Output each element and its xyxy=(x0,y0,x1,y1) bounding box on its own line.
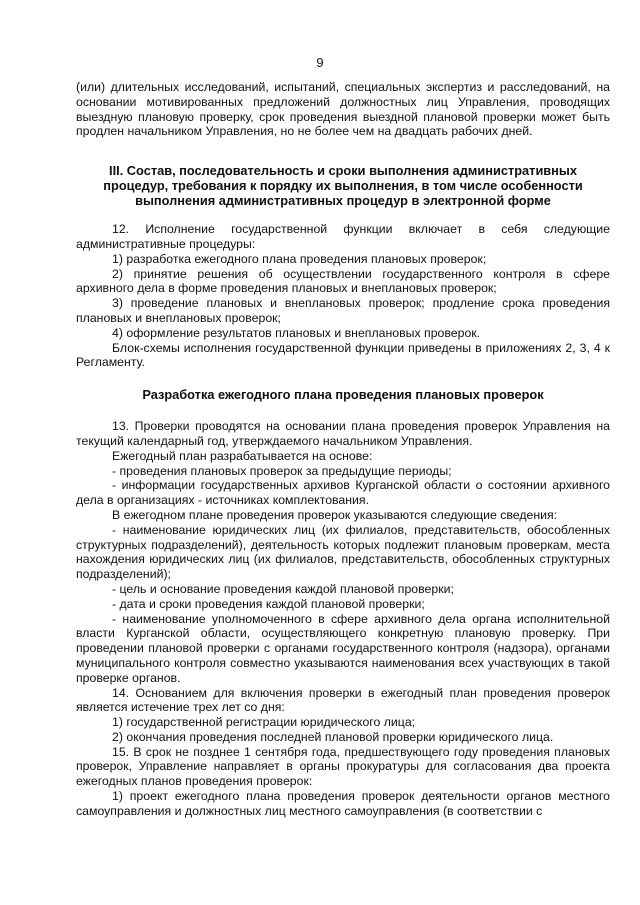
section-heading-3: III. Состав, последовательность и сроки выполнения административных процедур, требования к порядку их выполнения, в том числе особенности выполнения административных процедур в электронной форме xyxy=(103,163,583,209)
list-item-14-1: 1) государственной регистрации юридического лица; xyxy=(112,715,416,730)
list-item-13-f: - наименование уполномоченного в сфере архивного дела органа исполнительной власти Курганской области, осуществляющего конкретную плановую проверку. При проведении плановой проверки с органами государственного контроля (надзора), органами муниципального контроля совместно указываются наименования всех участвующих в такой проверке органов. xyxy=(76,611,610,685)
list-item-13-c: - наименование юридических лиц (их филиалов, представительств, обособленных структурных подразделений), деятельность которых подлежит плановым проверкам, места нахождения юридических лиц (их филиалов, представительств, обособленных структурных подразделений); xyxy=(76,522,610,582)
paragraph-13-details: В ежегодном плане проведения проверок указываются следующие сведения: xyxy=(112,507,558,522)
list-item-13-e: - дата и сроки проведения каждой плановой проверки; xyxy=(112,596,425,611)
list-item-15-1: 1) проект ежегодного плана проведения проверок деятельности органов местного самоуправления и должностных лиц местного самоуправления (в соответствии с xyxy=(76,789,610,818)
paragraph-13-basis: Ежегодный план разрабатывается на основе: xyxy=(112,448,373,463)
paragraph-14: 14. Основанием для включения проверки в ежегодный план проведения проверок является истечение трех лет со дня: xyxy=(76,685,610,715)
list-item-12-3: 3) проведение плановых и внеплановых проверок; продление срока проведения плановых и внеплановых проверок; xyxy=(76,296,610,325)
list-item-14-2: 2) окончания проведения последней плановой проверки юридического лица. xyxy=(112,729,554,744)
list-item-13-b: - информации государственных архивов Курганской области о состоянии архивного дела в организациях - источниках комплектования. xyxy=(76,478,610,508)
list-item-13-d: - цель и основание проведения каждой плановой проверки; xyxy=(112,581,454,596)
paragraph-13: 13. Проверки проводятся на основании плана проведения проверок Управления на текущий календарный год, утверждаемого начальником Управления. xyxy=(76,419,610,448)
paragraph-15: 15. В срок не позднее 1 сентября года, предшествующего году проведения плановых проверок, Управление направляет в органы прокуратуры для согласования два проекта ежегодных планов проведения проверок: xyxy=(76,744,610,789)
paragraph-12-flowcharts: Блок-схемы исполнения государственной функции приведены в приложениях 2, 3, 4 к Регламенту. xyxy=(76,340,610,370)
list-item-12-2: 2) принятие решения об осуществлении государственного контроля в сфере архивного дела в форме проведения плановых и внеплановых проверок; xyxy=(76,266,610,296)
list-item-12-4: 4) оформление результатов плановых и внеплановых проверок. xyxy=(112,325,481,340)
list-item-13-a: - проведения плановых проверок за предыдущие периоды; xyxy=(112,463,452,478)
document-body xyxy=(76,80,610,819)
subsection-heading-annual-plan: Разработка ежегодного плана проведения плановых проверок xyxy=(142,387,544,403)
paragraph-12: 12. Исполнение государственной функции включает в себя следующие административные процедуры: xyxy=(76,222,610,251)
list-item-12-1: 1) разработка ежегодного плана проведения плановых проверок; xyxy=(112,251,487,266)
page-number: 9 xyxy=(316,55,324,70)
paragraph-continuation: (или) длительных исследований, испытаний, специальных экспертиз и расследований, на основании мотивированных предложений должностных лиц Управления, проводящих выездную плановую проверку, срок проведения выездной плановой проверки может быть продлен начальником Управления, но не более чем на двадцать рабочих дней. xyxy=(76,80,610,139)
